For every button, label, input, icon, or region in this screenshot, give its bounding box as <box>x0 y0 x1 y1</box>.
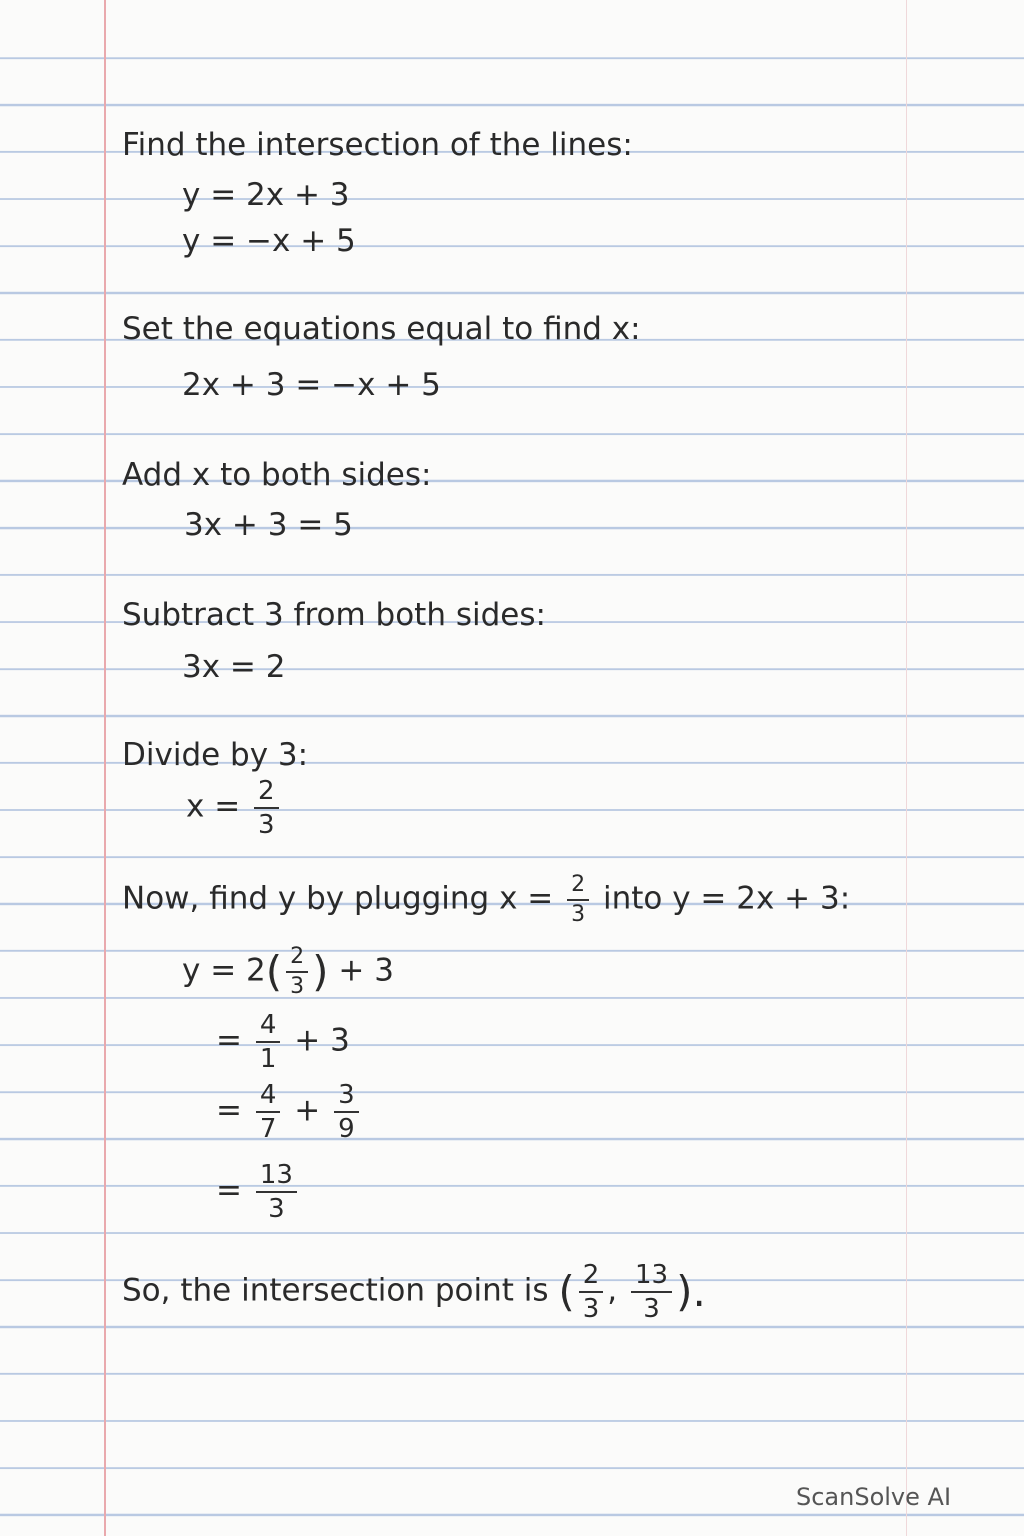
equation-add-x: 3x + 3 = 5 <box>184 507 353 543</box>
equation-y-step-2: = $\frac{4}{1}$ + 3 <box>216 1010 350 1074</box>
fraction-answer-y: $\frac{13}{3}$ <box>631 1262 672 1322</box>
red-margin-line <box>104 0 106 1536</box>
fraction-two-thirds-inline: $\frac{2}{3}$ <box>567 874 589 926</box>
equation-3x-equals-2: 3x = 2 <box>182 649 286 685</box>
heading-find-intersection: Find the intersection of the lines: <box>122 127 633 163</box>
right-margin-line <box>906 0 907 1536</box>
fraction-four-over-one: $\frac{4}{1}$ <box>256 1012 281 1072</box>
brand-watermark: ScanSolve AI <box>796 1483 952 1511</box>
equation-y-substitution: y = 2( $\frac{2}{3}$ ) + 3 <box>182 944 394 999</box>
fraction-four-over-seven: $\frac{4}{7}$ <box>256 1082 281 1142</box>
conclusion-sentence: So, the intersection point is ( $\frac{2}{3}$ , $\frac{13}{3}$ ). <box>122 1260 706 1324</box>
equation-y-result: = $\frac{13}{3}$ <box>216 1162 301 1222</box>
heading-subtract-3: Subtract 3 from both sides: <box>122 597 546 633</box>
fraction-answer-x: $\frac{2}{3}$ <box>579 1262 604 1322</box>
fraction-two-thirds-paren: $\frac{2}{3}$ <box>286 946 308 998</box>
fraction-three-over-nine: $\frac{3}{9}$ <box>334 1082 359 1142</box>
equation-line-2: y = −x + 5 <box>182 223 356 259</box>
equation-set-equal: 2x + 3 = −x + 5 <box>182 367 441 403</box>
heading-set-equal: Set the equations equal to find x: <box>122 311 641 347</box>
equation-x-value <box>186 778 283 838</box>
fraction-thirteen-thirds: $\frac{13}{3}$ <box>256 1162 297 1222</box>
heading-divide-by-3: Divide by 3: <box>122 737 309 773</box>
x-equals: x = <box>186 788 241 825</box>
fraction-two-thirds: $\frac{2}{3}$ <box>254 778 279 838</box>
heading-add-x: Add x to both sides: <box>122 457 432 493</box>
equation-line-1: y = 2x + 3 <box>182 177 350 213</box>
heading-find-y: Now, find y by plugging x = $\frac{2}{3}$ into y = 2x + 3: <box>122 872 851 927</box>
equation-y-step-3: = $\frac{4}{7}$ + $\frac{3}{9}$ <box>216 1082 363 1142</box>
